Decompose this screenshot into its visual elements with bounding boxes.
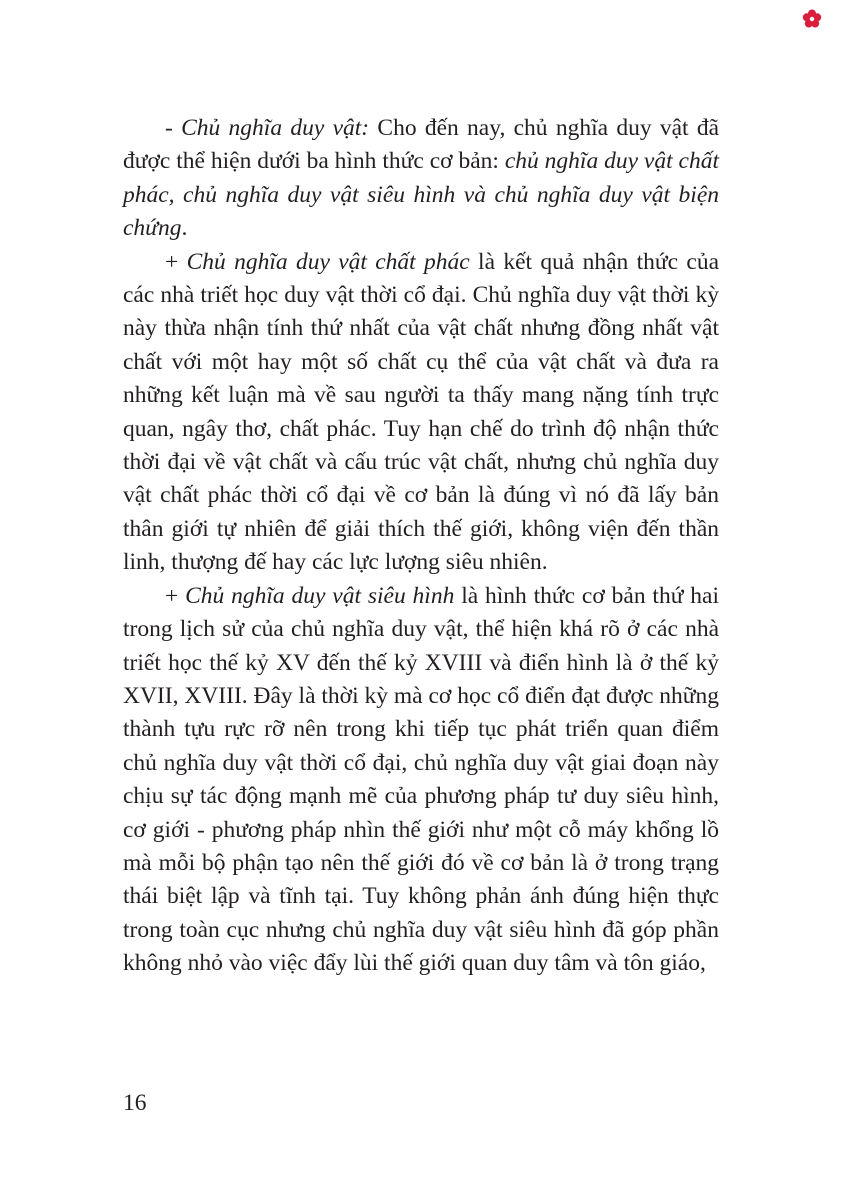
paragraph-text: .: [181, 215, 188, 242]
paragraph-naive-materialism: [123, 246, 719, 580]
dash-marker: -: [165, 115, 182, 141]
paragraph-text: Cho đến nay, chủ nghĩa duy vật đã được thể hiện dưới ba hình thức cơ bản:: [123, 115, 720, 175]
paragraph-text: là kết quả nhận thức của các nhà triết học duy vật thời cổ đại. Chủ nghĩa duy vật thời kỳ này thừa nhận tính thứ nhất của vật chất nhưng đồng nhất vật chất với một hay một số chất cụ thể của vật chất và đưa ra những kết luận mà về sau người ta thấy mang nặng tính trực quan, ngây thơ, chất phác. Tuy hạn chế do trình độ nhận thức thời đại về vật chất và cấu trúc vật chất, nhưng chủ nghĩa duy vật chất phác thời cổ đại về cơ bản là đúng vì nó đã lấy bản thân giới tự nhiên để giải thích thế giới, không viện đến thần linh, thượng đế hay các lực lượng siêu nhiên.: [123, 248, 720, 576]
paragraph-materialism-overview: [123, 112, 719, 246]
body-text: [123, 112, 719, 981]
paragraph-text: là hình thức cơ bản thứ hai trong lịch sử của chủ nghĩa duy vật, thể hiện khá rõ ở các nhà triết học thế kỷ XV đến thế kỷ XVIII và điển hình là ở thế kỷ XVII, XVIII. Đây là thời kỳ mà cơ học cổ điển đạt được những thành tựu rực rỡ nên trong khi tiếp tục phát triển quan điểm chủ nghĩa duy vật thời cổ đại, chủ nghĩa duy vật giai đoạn này chịu sự tác động mạnh mẽ của phương pháp tư duy siêu hình, cơ giới - phương pháp nhìn thế giới như một cỗ máy khổng lồ mà mỗi bộ phận tạo nên thế giới đó về cơ bản là ở trong trạng thái biệt lập và tĩnh tại. Tuy không phản ánh đúng hiện thực trong toàn cục nhưng chủ nghĩa duy vật siêu hình đã góp phần không nhỏ vào việc đẩy lùi thế giới quan duy tâm và tôn giáo,: [123, 582, 719, 977]
page-number: 16: [123, 1090, 147, 1116]
plus-marker: +: [165, 248, 187, 275]
term-materialism: Chủ nghĩa duy vật:: [181, 115, 370, 141]
term-three-forms: chủ nghĩa duy vật chất phác, chủ nghĩa duy vật siêu hình và chủ nghĩa duy vật biện chứng: [123, 148, 720, 242]
paragraph-metaphysical-materialism: [123, 580, 719, 981]
plus-marker: +: [165, 582, 186, 609]
flower-icon: [801, 8, 823, 30]
term-naive-materialism: Chủ nghĩa duy vật chất phác: [186, 248, 470, 275]
term-metaphysical-materialism: Chủ nghĩa duy vật siêu hình: [185, 582, 455, 609]
